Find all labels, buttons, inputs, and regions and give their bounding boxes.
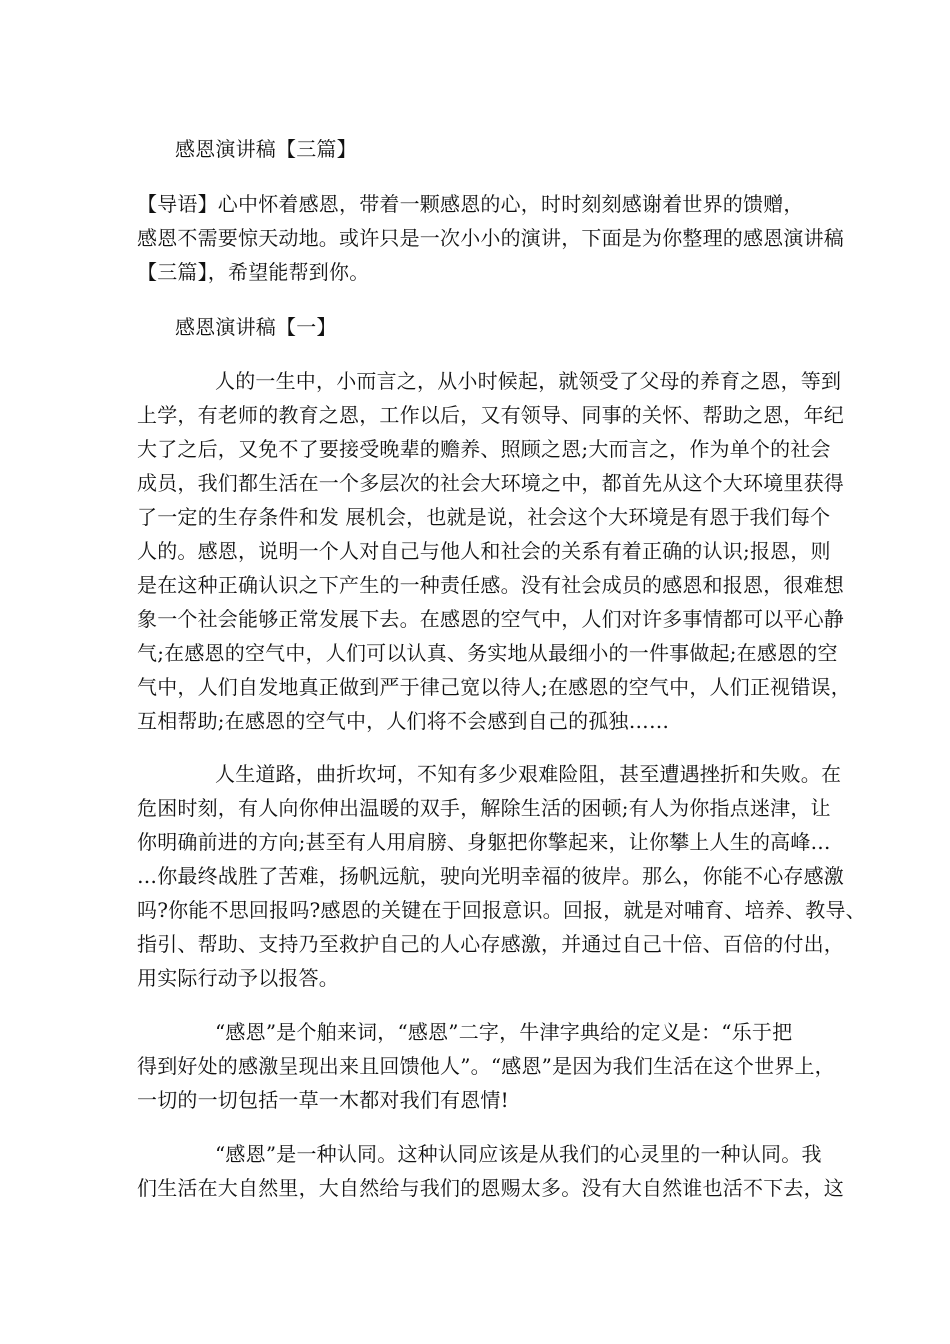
paragraph-line: 了一定的生存条件和发 展机会，也就是说，社会这个大环境是有恩于我们每个 [137, 505, 831, 529]
document-title: 感恩演讲稿【三篇】 [175, 137, 357, 161]
paragraph-line: 们生活在大自然里，大自然给与我们的恩赐太多。没有大自然谁也活不下去，这 [137, 1176, 844, 1200]
paragraph-line: 成员，我们都生活在一个多层次的社会大环境之中，都首先从这个大环境里获得 [137, 471, 844, 495]
paragraph-line: 气;在感恩的空气中，人们可以认真、务实地从最细小的一件事做起;在感恩的空 [137, 641, 838, 665]
intro-line: 感恩不需要惊天动地。或许只是一次小小的演讲，下面是为你整理的感恩演讲稿 [137, 226, 844, 250]
paragraph-line: 互相帮助;在感恩的空气中，人们将不会感到自己的孤独…… [137, 709, 670, 733]
paragraph-line: 危困时刻，有人向你伸出温暖的双手，解除生活的困顿;有人为你指点迷津，让 [137, 796, 831, 820]
paragraph-line: …你最终战胜了苦难，扬帆远航，驶向光明幸福的彼岸。那么，你能不心存感激 [137, 864, 844, 888]
intro-line: 【导语】心中怀着感恩，带着一颗感恩的心，时时刻刻感谢着世界的馈赠， [137, 192, 804, 216]
intro-line: 【三篇】，希望能帮到你。 [137, 260, 370, 284]
paragraph-line: 是在这种正确认识之下产生的一种责任感。没有社会成员的感恩和报恩，很难想 [137, 573, 844, 597]
paragraph-line: 大了之后，又免不了要接受晚辈的赡养、照顾之恩;大而言之，作为单个的社会 [137, 437, 831, 461]
paragraph-line: 你明确前进的方向;甚至有人用肩膀、身躯把你擎起来，让你攀上人生的高峰… [137, 830, 831, 854]
paragraph-line: 用实际行动予以报答。 [137, 966, 339, 990]
paragraph-line: 一切的一切包括一草一木都对我们有恩情! [137, 1088, 509, 1112]
paragraph-line: “感恩”是个舶来词，“感恩”二字，牛津字典给的定义是：“乐于把 [215, 1020, 793, 1044]
paragraph-line: 人生道路，曲折坎坷，不知有多少艰难险阻，甚至遭遇挫折和失败。在 [215, 762, 842, 786]
paragraph-line: 人的一生中，小而言之，从小时候起，就领受了父母的养育之恩，等到 [215, 369, 842, 393]
section-heading: 感恩演讲稿【一】 [175, 315, 337, 339]
paragraph-line: 上学，有老师的教育之恩，工作以后，又有领导、同事的关怀、帮助之恩，年纪 [137, 403, 844, 427]
paragraph-line: 吗?你能不思回报吗?感恩的关键在于回报意识。回报，就是对哺育、培养、教导、 [137, 898, 866, 922]
paragraph-line: 得到好处的感激呈现出来且回馈他人”。“感恩”是因为我们生活在这个世界上， [137, 1054, 835, 1078]
paragraph-line: 指引、帮助、支持乃至救护自己的人心存感激，并通过自己十倍、百倍的付出， [137, 932, 844, 956]
paragraph-line: “感恩”是一种认同。这种认同应该是从我们的心灵里的一种认同。我 [215, 1142, 822, 1166]
paragraph-line: 人的。感恩，说明一个人对自己与他人和社会的关系有着正确的认识;报恩，则 [137, 539, 831, 563]
paragraph-line: 象一个社会能够正常发展下去。在感恩的空气中，人们对许多事情都可以平心静 [137, 607, 844, 631]
paragraph-line: 气中，人们自发地真正做到严于律己宽以待人;在感恩的空气中，人们正视错误， [137, 675, 851, 699]
